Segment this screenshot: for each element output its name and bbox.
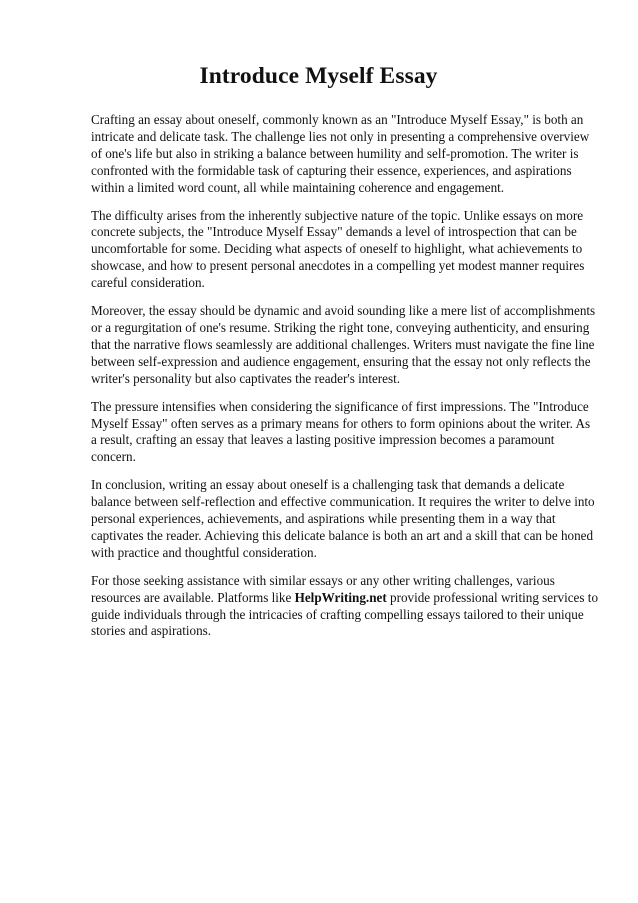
paragraph-6-text-before-link: For those seeking assistance with similar essays or any other writing challenges, various resources are available. Platforms like <box>91 572 555 605</box>
paragraph-1: Crafting an essay about oneself, commonly known as an "Introduce Myself Essay," is both an intricate and delicate task. The challenge lies not only in presenting a comprehensive overview of one's life but also in striking a balance between humility and self-promotion. The writer is confronted with the formidable task of capturing their essence, experiences, and aspirations within a limited word count, all while maintaining coherence and engagement. <box>91 112 590 195</box>
paragraph-6 <box>91 573 598 641</box>
document-title: Introduce Myself Essay <box>199 63 438 89</box>
paragraph-2: The difficulty arises from the inherently subjective nature of the topic. Unlike essays on more concrete subjects, the "Introduce Myself Essay" demands a level of introspection that can be uncomfortable for some. Deciding what aspects of oneself to highlight, what achievements to showcase, and how to present personal anecdotes in a compelling yet modest manner requires careful consideration. <box>91 207 585 291</box>
paragraph-5: In conclusion, writing an essay about oneself is a challenging task that demands a delicate balance between self-reflection and effective communication. It requires the writer to delve into personal experiences, achievements, and aspirations while presenting them in a way that captivates the reader. Achieving this delicate balance is both an art and a skill that can be honed with practice and thoughtful consideration. <box>91 477 595 560</box>
helpwriting-link[interactable]: HelpWriting.net <box>294 589 387 605</box>
paragraph-3: Moreover, the essay should be dynamic and avoid sounding like a mere list of accomplishments or a regurgitation of one's resume. Striking the right tone, conveying authenticity, and ensuring that the narrative flows seamlessly are additional challenges. Writers must navigate the fine line between self-expression and audience engagement, ensuring that the essay not only reflects the writer's personality but also captivates the reader's interest. <box>91 303 596 386</box>
paragraph-6-text-after-link: provide professional writing services to guide individuals through the intricacies of crafting compelling essays tailored to their unique stories and aspirations. <box>91 589 599 639</box>
paragraph-4: The pressure intensifies when considering the significance of first impressions. The "Introduce Myself Essay" often serves as a primary means for others to form opinions about the writer. As a result, crafting an essay that leaves a lasting positive impression becomes a paramount concern. <box>91 398 591 465</box>
